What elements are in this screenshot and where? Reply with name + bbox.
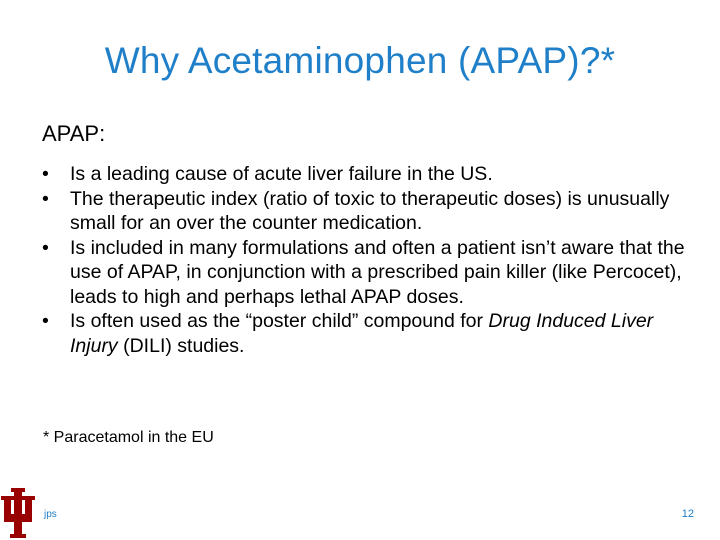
bullet-list [42,162,692,358]
slide-title: Why Acetaminophen (APAP)?* [104,40,616,81]
iu-trident-logo-icon [0,488,36,540]
bullet-text-emphasis: Drug Induced Liver Injury [70,310,654,357]
bullet-item [42,309,692,358]
bullet-item [42,187,692,236]
bullet-text: Is a leading cause of acute liver failure in the US. [70,163,493,185]
bullet-text: The therapeutic index (ratio of toxic to therapeutic doses) is unusually small for an over the counter medication. [70,187,670,234]
footnote: * Paracetamol in the EU [43,429,214,446]
bullet-glyph: • [42,236,49,259]
bullet-text-pre: Is often used as the “poster child” compound for [70,310,489,332]
bullet-item [42,162,692,187]
author-initials: jps [44,509,57,520]
bullet-text-post: (DILI) studies. [117,334,245,357]
bullet-glyph: • [42,163,49,185]
bullet-text: Is included in many formulations and often a patient isn’t aware that the use of APAP, in conjunction with a prescribed pain killer (like Percocet), leads to high and perhaps lethal APAP doses. [70,236,685,308]
bullet-glyph: • [42,187,49,210]
bullet-glyph: • [42,310,49,332]
lead-text: APAP: [42,121,106,146]
bullet-item [42,236,692,310]
page-number: 12 [681,508,694,520]
